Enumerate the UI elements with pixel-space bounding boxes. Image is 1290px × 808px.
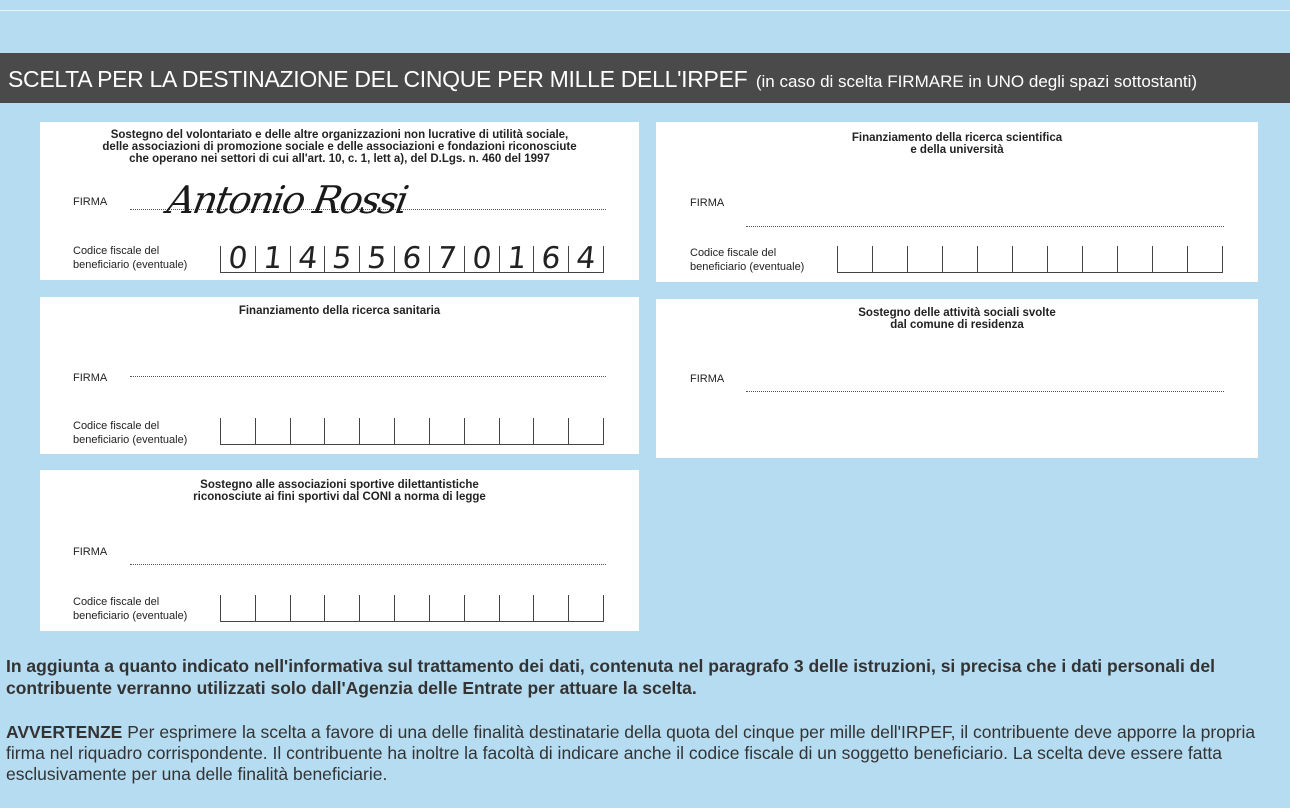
cf-digit-cell[interactable] [220,595,255,621]
signature: Antonio Rossi [164,178,411,222]
subtitle-pre: (in caso di scelta [755,72,888,91]
subtitle-post: degli spazi sottostanti) [1024,72,1198,91]
codice-fiscale-label [73,244,187,272]
cf-digit-cell[interactable] [464,595,499,621]
box-title-line: Sostegno alle associazioni sportive dilettantistiche [200,479,479,491]
subtitle-mid: in [963,72,987,91]
cf-label-line: beneficiario (eventuale) [73,434,188,446]
codice-fiscale-field[interactable] [220,595,604,622]
box-title-line: Finanziamento della ricerca scientifica [851,132,1063,144]
box-title-line: e della università [910,144,1004,156]
box-title-line: delle associazioni di promozione sociale e delle associazioni e fondazioni riconosciute [102,141,577,153]
privacy-notice: In aggiunta a quanto indicato nell'informativa sul trattamento dei dati, contenuta nel paragrafo 3 delle istruzioni, si precisa che i dati personali del contribuente verranno utilizzati solo dall'Agenzia delle Entrate per attuare la scelta. [6,656,1215,698]
box-title [656,307,1258,331]
cf-digit-cell[interactable] [359,595,394,621]
cf-digit-cell[interactable] [533,418,568,444]
box-title [40,305,639,317]
cf-digit: 0 [226,241,250,276]
cf-digit-cell[interactable] [568,595,604,621]
cf-digit-cell[interactable] [429,595,464,621]
codice-fiscale-field[interactable] [220,241,604,276]
cf-digit-cell[interactable] [942,246,977,272]
subtitle-bold-uno: UNO [986,72,1025,91]
cf-digit: 4 [574,241,598,276]
box-title [656,132,1258,156]
box-title-line: Sostegno delle attività sociali svolte [858,307,1056,319]
cf-label-line: beneficiario (eventuale) [73,259,188,271]
cf-digit-cell[interactable] [394,595,429,621]
codice-fiscale-label [73,595,187,623]
cf-digit-cell[interactable] [1082,246,1117,272]
box-title-line: Finanziamento della ricerca sanitaria [238,305,441,317]
box-attivita-sociali-comune [656,299,1258,458]
cf-digit-cell[interactable] [1152,246,1187,272]
box-title-line: riconosciute ai fini sportivi dal CONI a norma di legge [193,491,486,503]
cf-digit-cell[interactable] [1047,246,1082,272]
cf-digit-cell[interactable] [220,241,255,276]
cf-digit-cell[interactable] [464,241,499,276]
cf-digit-cell[interactable] [255,241,290,276]
cf-digit: 6 [539,241,563,276]
cf-digit-cell[interactable] [255,595,290,621]
warning-label: AVVERTENZE [6,722,123,742]
cf-digit-cell[interactable] [255,418,290,444]
cf-digit-cell[interactable] [1117,246,1152,272]
firma-label: FIRMA [690,197,725,209]
cf-digit-cell[interactable] [429,418,464,444]
signature-line[interactable] [746,226,1224,227]
cf-digit-cell[interactable] [290,595,325,621]
cf-digit: 0 [470,241,494,276]
box-title-line: Sostegno del volontariato e delle altre organizzazioni non lucrative di utilità sociale, [110,129,569,141]
cf-digit: 5 [331,241,354,276]
cf-label-line: Codice fiscale del [690,247,777,259]
cf-digit-cell[interactable] [324,418,359,444]
codice-fiscale-label [690,246,804,274]
cf-label-line: Codice fiscale del [73,420,160,432]
cf-digit-cell[interactable] [837,246,872,272]
cf-digit-cell[interactable] [290,418,325,444]
cf-digit-cell[interactable] [220,418,255,444]
codice-fiscale-field[interactable] [837,246,1223,273]
warning-paragraph [6,722,1288,785]
box-volontariato [40,122,639,280]
cf-digit-cell[interactable] [499,418,534,444]
firma-label: FIRMA [690,373,725,385]
box-title-line: che operano nei settori di cui all'art. 10, c. 1, lett a), del D.Lgs. n. 460 del 1997 [129,153,550,165]
title-subtitle [756,72,1197,91]
codice-fiscale-label [73,419,187,447]
section-title [8,66,1288,93]
firma-label: FIRMA [73,196,108,208]
cf-label-line: beneficiario (eventuale) [690,261,805,273]
cf-digit-cell[interactable] [359,418,394,444]
cf-digit: 1 [261,241,285,276]
cf-digit-cell[interactable] [464,418,499,444]
signature-line[interactable] [130,564,606,565]
cf-digit: 7 [435,241,459,276]
cf-digit-cell[interactable] [359,241,394,276]
box-ricerca-sanitaria [40,297,639,454]
top-rule [0,10,1290,11]
cf-digit-cell[interactable] [394,418,429,444]
title-main: SCELTA PER LA DESTINAZIONE DEL CINQUE PER MILLE DELL'IRPEF [8,66,748,92]
cf-digit-cell[interactable] [499,241,534,276]
cf-digit-cell[interactable] [568,418,604,444]
signature-line[interactable] [130,376,606,377]
warning-text: Per esprimere la scelta a favore di una delle finalità destinatarie della quota del cinque per mille dell'IRPEF, il contribuente deve apporre la propria firma nel riquadro corrispondente. Il contribuente ha inoltre la facoltà di indicare anche il codice fiscale di un soggetto beneficiario. La scelta deve essere fatta esclusivamente per una delle finalità beneficiarie. [6,722,1256,784]
cf-label-line: Codice fiscale del [73,245,160,257]
cf-digit-cell[interactable] [1187,246,1223,272]
cf-digit: 1 [505,241,528,276]
cf-label-line: Codice fiscale del [73,596,160,608]
cf-label-line: beneficiario (eventuale) [73,610,188,622]
box-title [40,479,639,503]
cf-digit-cell[interactable] [568,241,604,276]
firma-label: FIRMA [73,546,108,558]
signature-line[interactable] [746,391,1224,392]
cf-digit-cell[interactable] [907,246,942,272]
box-title [40,129,639,165]
cf-digit-cell[interactable] [533,241,568,276]
cf-digit-cell[interactable] [290,241,325,276]
cf-digit-cell[interactable] [872,246,907,272]
box-title-line: dal comune di residenza [890,319,1024,331]
cf-digit-cell[interactable] [324,241,359,276]
cf-digit-cell[interactable] [429,241,464,276]
cf-digit-cell[interactable] [1012,246,1047,272]
subtitle-bold-firmare: FIRMARE [887,72,964,91]
cf-digit: 6 [400,241,424,276]
codice-fiscale-field[interactable] [220,418,604,445]
box-associazioni-sportive [40,470,639,631]
cf-digit-cell[interactable] [499,595,534,621]
firma-label: FIRMA [73,372,108,384]
cf-digit: 5 [365,241,389,276]
cf-digit: 4 [296,241,319,276]
box-ricerca-scientifica [656,122,1258,282]
cf-digit-cell[interactable] [977,246,1012,272]
cf-digit-cell[interactable] [324,595,359,621]
cf-digit-cell[interactable] [533,595,568,621]
cf-digit-cell[interactable] [394,241,429,276]
